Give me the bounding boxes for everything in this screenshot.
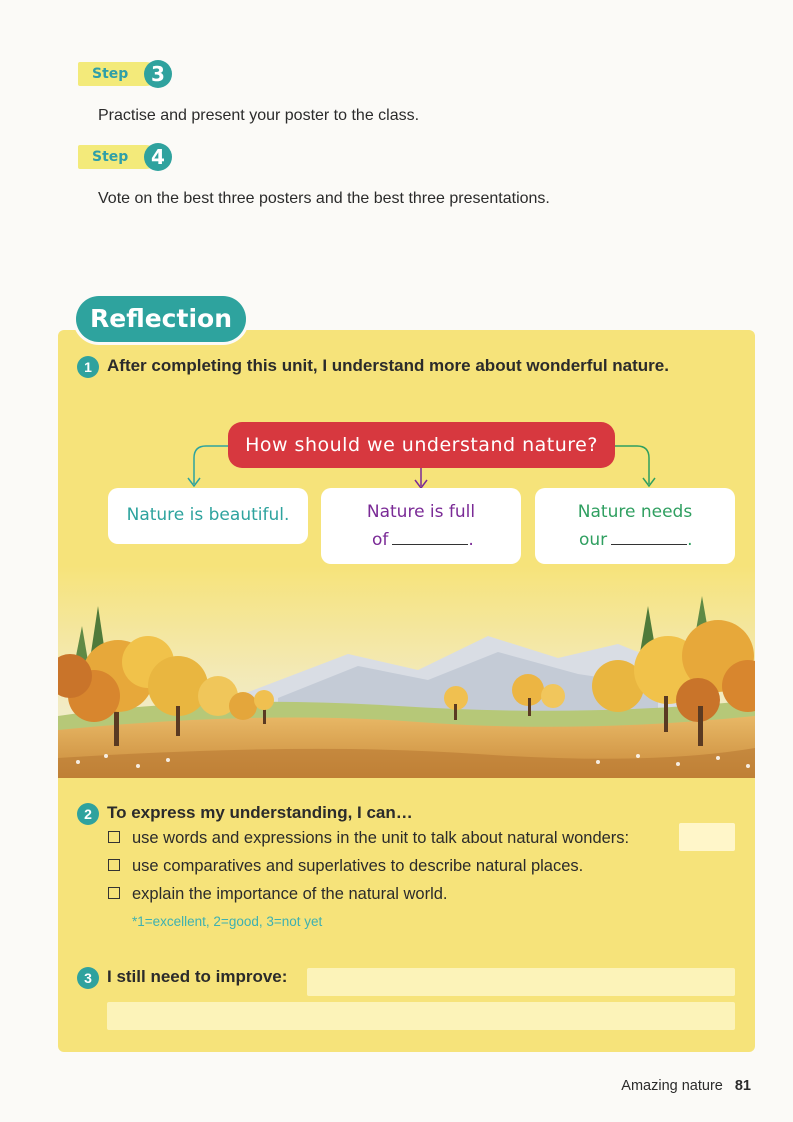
checklist-item-1 xyxy=(108,829,629,848)
page-number: 81 xyxy=(734,1078,751,1094)
question-2-text: To express my understanding, I can… xyxy=(107,803,413,822)
box-right-prefix: our xyxy=(579,530,608,550)
checkbox[interactable] xyxy=(108,831,120,843)
blank-line[interactable] xyxy=(392,528,468,545)
question-1-text: After completing this unit, I understand more about wonderful nature. xyxy=(107,356,669,375)
central-question: How should we understand nature? xyxy=(228,422,615,468)
footer-unit-title: Amazing nature xyxy=(621,1078,723,1094)
box-left-text: Nature is beautiful. xyxy=(126,505,290,525)
improve-input-line-1[interactable] xyxy=(307,968,735,996)
checkbox[interactable] xyxy=(108,859,120,871)
question-2-number: 2 xyxy=(77,803,99,825)
question-3-number: 3 xyxy=(77,967,99,989)
checklist-item-2 xyxy=(108,857,583,876)
step-number: 3 xyxy=(144,60,172,88)
step-3-tag xyxy=(78,60,172,88)
step-label: Step xyxy=(92,66,129,82)
page-footer xyxy=(621,1078,751,1094)
box-middle-prefix: of xyxy=(372,530,389,550)
checklist-item-text: use words and expressions in the unit to talk about natural wonders: xyxy=(132,829,630,847)
step-4-text: Vote on the best three posters and the best three presentations. xyxy=(98,190,550,207)
box-right-line1: Nature needs xyxy=(577,502,693,522)
checklist-item-3 xyxy=(108,885,448,904)
checklist-item-text: use comparatives and superlatives to describe natural places. xyxy=(132,857,584,875)
checkbox[interactable] xyxy=(108,887,120,899)
step-label: Step xyxy=(92,149,129,165)
box-nature-full[interactable] xyxy=(321,488,521,564)
reflection-title: Reflection xyxy=(76,296,246,342)
checklist-item-text: explain the importance of the natural world. xyxy=(132,885,448,903)
rating-box[interactable] xyxy=(679,823,735,851)
blank-line[interactable] xyxy=(611,528,687,545)
step-4-tag xyxy=(78,143,172,171)
step-number: 4 xyxy=(144,143,172,171)
question-3-text: I still need to improve: xyxy=(107,967,288,986)
box-nature-needs[interactable] xyxy=(535,488,735,564)
autumn-landscape-illustration xyxy=(58,566,755,778)
rating-legend: *1=excellent, 2=good, 3=not yet xyxy=(132,914,323,929)
box-nature-beautiful xyxy=(108,488,308,544)
question-1-number: 1 xyxy=(77,356,99,378)
box-right-line2: our . xyxy=(579,530,693,550)
step-3-text: Practise and present your poster to the class. xyxy=(98,107,420,124)
box-middle-line2: of . xyxy=(372,530,474,550)
improve-input-line-2[interactable] xyxy=(107,1002,735,1030)
box-middle-line1: Nature is full xyxy=(366,502,476,522)
